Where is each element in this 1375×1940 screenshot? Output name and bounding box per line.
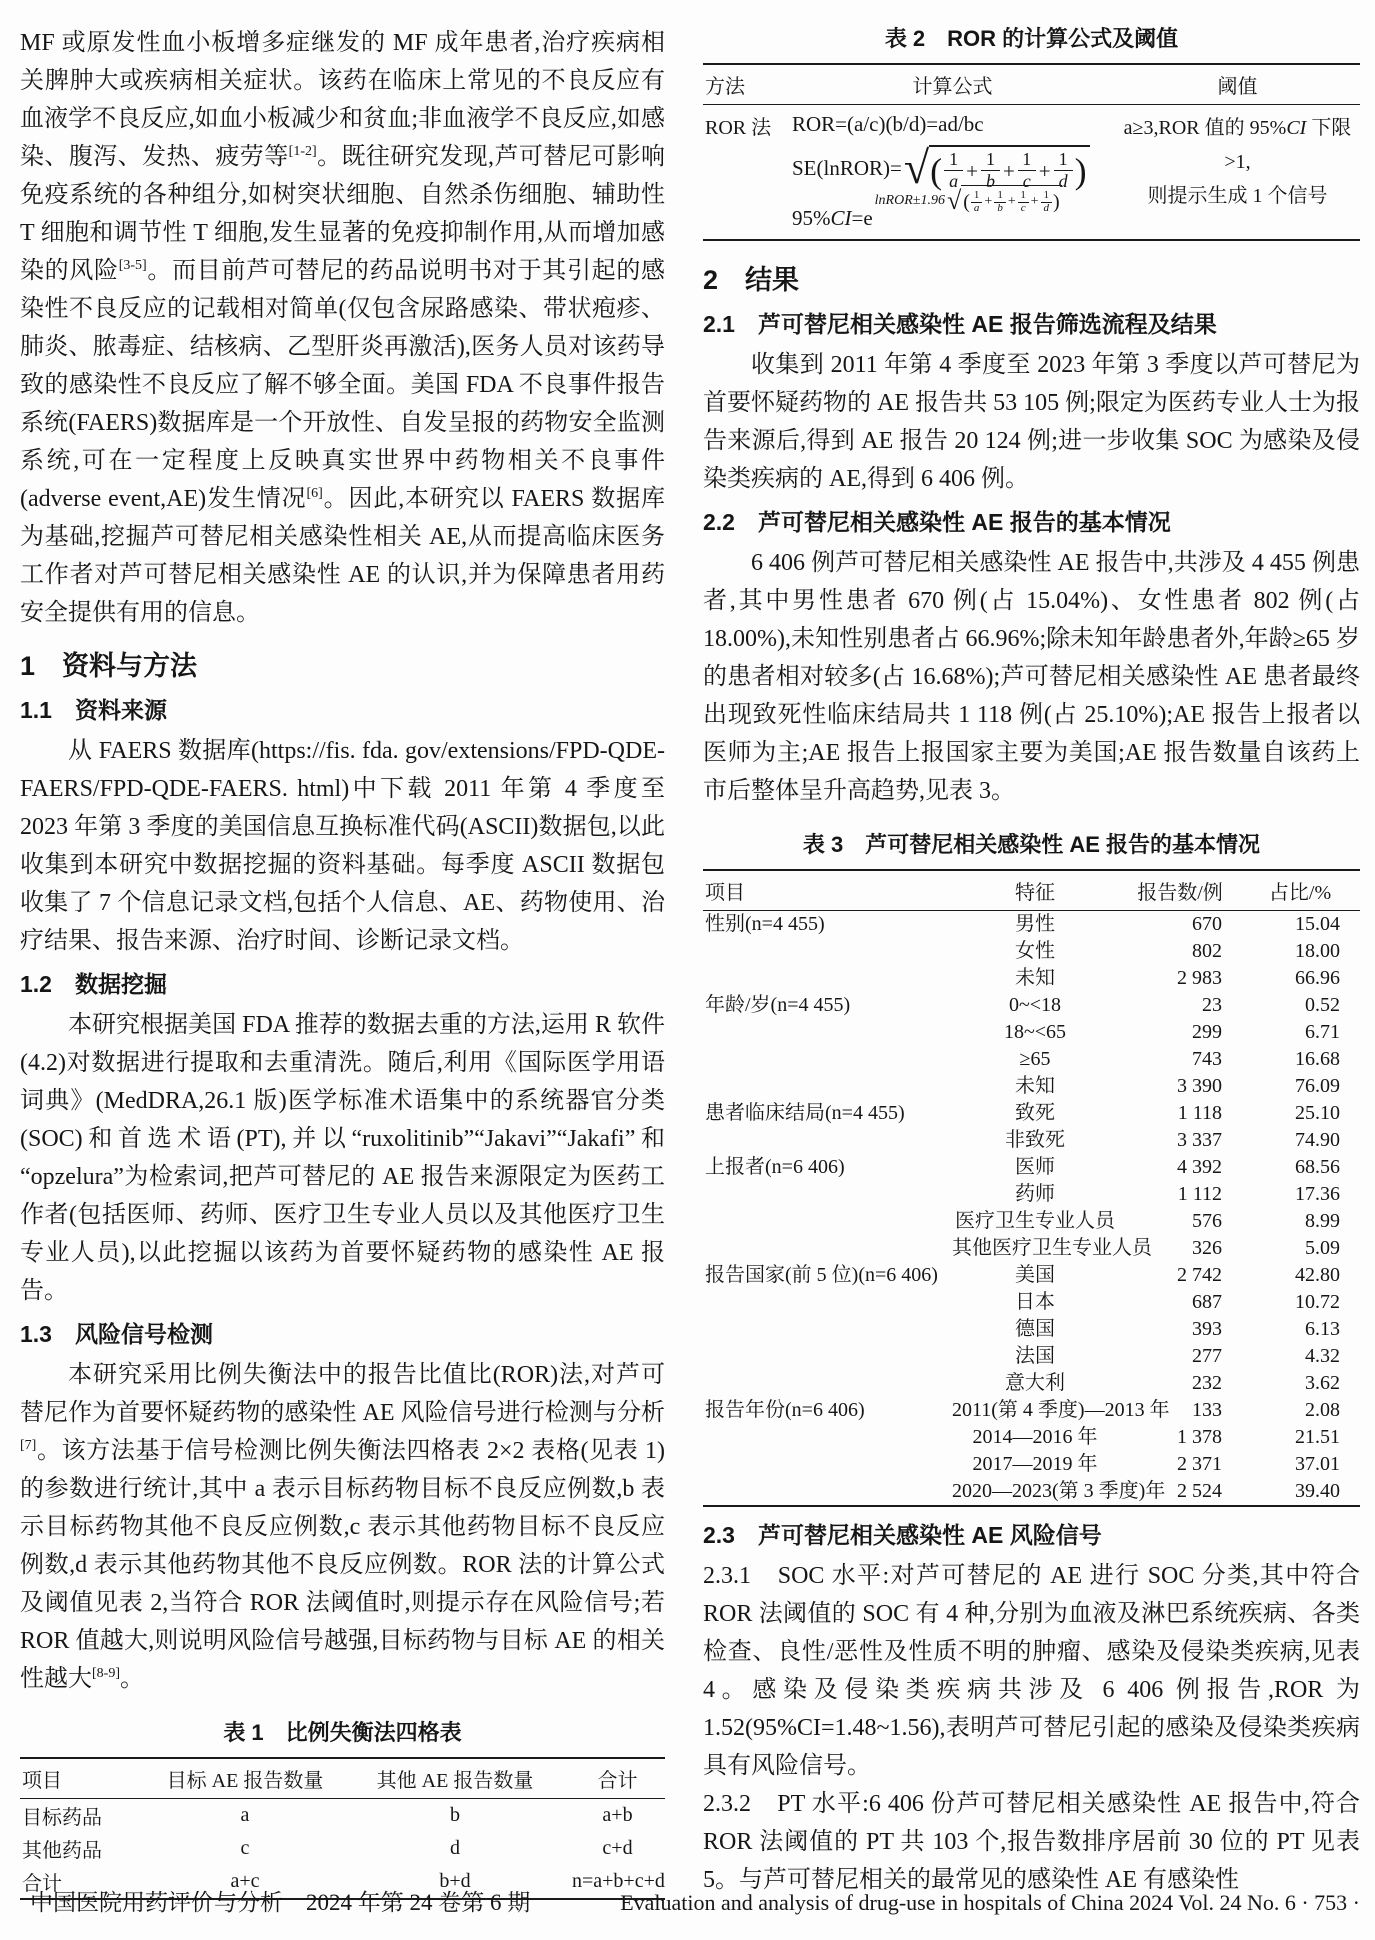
- section-2-heading: 2 结果: [703, 265, 800, 295]
- table-row: 2020—2023(第 3 季度)年 2 524 39.40: [952, 1480, 1340, 1502]
- table-row: 报告年份(n=6 406) 2011(第 4 季度)—2013 年 133 2.08: [705, 1399, 1340, 1421]
- table-row: 法国 277 4.32: [1015, 1345, 1340, 1367]
- fraction: $\frac{1}{d}$: [1054, 150, 1073, 191]
- table-row: 其他药品 c d c+d: [22, 1837, 633, 1862]
- section-1-1-heading: 1.1 资料来源: [20, 697, 167, 723]
- fraction-sum-small: $\frac{1}{a}$ + $\frac{1}{b}$ + $\frac{1}{c}$ + $\frac{1}{d}$: [970, 187, 1053, 217]
- table-row: 报告国家(前 5 位)(n=6 406) 美国 2 742 42.80: [705, 1264, 1340, 1286]
- table1-body: [20, 1799, 665, 1900]
- section-2-2-heading: 2.2 芦可替尼相关感染性 AE 报告的基本情况: [703, 509, 1171, 535]
- table-row: 未知 3 390 76.09: [1015, 1075, 1340, 1097]
- table1-col-item: 项目: [20, 1758, 150, 1799]
- fraction-sum: $\frac{1}{a}$ + $\frac{1}{b}$ + $\frac{1}{c}$ + $\frac{1}{d}$: [942, 150, 1075, 191]
- section-2-3-2-paragraph: 2.3.2 PT 水平:6 406 份芦可替尼相关感染性 AE 报告中,符合 ROR 法阈值的 PT 共 103 个,报告数排序居前 30 位的 PT 见表 5。与芦可替尼相关的最常见的感染性 AE 有感染性: [703, 1791, 1360, 1893]
- table3-title: 表 3 芦可替尼相关感染性 AE 报告的基本情况: [802, 832, 1261, 857]
- page-footer: [30, 1888, 1360, 1918]
- sqrt-radical-small: √ ( $\frac{1}{a}$ + $\frac{1}{b}$ + $\frac{1}{c}$ + $\frac{1}{d}$ ): [946, 186, 1060, 215]
- table-row: ≥65 743 16.68: [1019, 1048, 1340, 1070]
- right-column: [703, 8, 1360, 1899]
- table-row: 女性 802 18.00: [1015, 940, 1340, 962]
- section-1-1-paragraph: 从 FAERS 数据库(https://fis. fda. gov/extensions/FPD-QDE-FAERS/FPD-QDE-FAERS. html)中下载 2011 年第 4 季度至 2023 年第 3 季度的美国信息互换标准代码(ASCII)数据包,以此收集到本研究中数据挖掘的资料基础。每季度 ASCII 数据包收集了 7 个信息记录文档,包括个人信息、AE、药物使用、治疗结果、报告来源、治疗时间、诊断记录文档。: [20, 738, 665, 954]
- table2-row-ror: [703, 105, 1360, 241]
- table2-ror-formula: [703, 63, 1360, 241]
- ror-method-label: ROR 法: [705, 117, 772, 139]
- footer-journal-cn: 中国医院用药评价与分析 2024 年第 24 卷第 6 期: [30, 1890, 531, 1915]
- fraction: $\frac{1}{c}$: [1018, 190, 1029, 214]
- table-row: 2014—2016 年 1 378 21.51: [972, 1426, 1340, 1448]
- table1-col-total: 合计: [570, 1758, 665, 1799]
- fraction: $\frac{1}{b}$: [981, 150, 1000, 191]
- table-row: 合计 a+c b+d n=a+b+c+d: [22, 1870, 665, 1895]
- table-row: 日本 687 10.72: [1015, 1291, 1340, 1313]
- table1-title: 表 1 比例失衡法四格表: [223, 1720, 462, 1745]
- section-2-3-1-paragraph: 2.3.1 SOC 水平:对芦可替尼的 AE 进行 SOC 分类,其中符合 ROR 法阈值的 SOC 有 4 种,分别为血液及淋巴系统疾病、各类检查、良性/恶性及性质不明的肿瘤、感染及侵染类疾病,见表 4。感染及侵染类疾病共涉及 6 406 例报告,ROR 为 1.52(95%CI=1.48~1.56),表明芦可替尼引起的感染及侵染类疾病具有风险信号。: [703, 1563, 1360, 1779]
- table-row: 非致死 3 337 74.90: [1005, 1129, 1340, 1151]
- ror-formula-cell: [790, 105, 1115, 241]
- table-row: 2017—2019 年 2 371 37.01: [972, 1453, 1340, 1475]
- section-2-3-heading: 2.3 芦可替尼相关感染性 AE 风险信号: [703, 1522, 1102, 1548]
- citation-ref: [8-9]: [92, 1666, 120, 1681]
- table3-col-count: 报告数/例: [1120, 870, 1240, 911]
- table2-title: 表 2 ROR 的计算公式及阈值: [884, 26, 1179, 51]
- section-2-2-paragraph: 6 406 例芦可替尼相关感染性 AE 报告中,共涉及 4 455 例患者,其中男性患者 670 例(占 15.04%)、女性患者 802 例(占 18.00%),未知性别患者占 66.96%;除未知年龄患者外,年龄≥65 岁的患者相对较多(占 16.68%);芦可替尼相关感染性 AE 患者最终出现致死性临床结局共 1 118 例(占 25.10%);AE 报告上报者以医师为主;AE 报告上报国家主要为美国;AE 报告数量自该药上市后整体呈升高趋势,见表 3。: [703, 550, 1360, 804]
- citation-ref: [1-2]: [288, 144, 317, 159]
- fraction: $\frac{1}{c}$: [1018, 150, 1036, 191]
- footer-journal-en: Evaluation and analysis of drug-use in hospitals of China 2024 Vol. 24 No. 6 · 753 ·: [620, 1890, 1360, 1915]
- table1-header-row: [20, 1758, 665, 1799]
- table3-col-item: 项目: [703, 870, 950, 911]
- ror-formula: ROR=(a/c)(b/d)=ad/bc: [792, 112, 984, 136]
- table-row: 意大利 232 3.62: [1005, 1372, 1340, 1394]
- table3-basic-info: [703, 869, 1360, 1507]
- table-row: 其他医疗卫生专业人员 326 5.09: [952, 1237, 1340, 1259]
- section-2-1-heading: 2.1 芦可替尼相关感染性 AE 报告筛选流程及结果: [703, 311, 1217, 337]
- citation-ref: [6]: [306, 486, 323, 501]
- table3-header-row: [703, 870, 1360, 911]
- ci-formula: 95%CI=e lnROR±1.96 √ ( $\frac{1}{a}$ + $\frac{1}{b}$ + $\frac{1}{c}$ + $\frac{1}{d}$ ): [792, 186, 1060, 230]
- table3-col-feature: 特征: [950, 870, 1120, 911]
- table2-col-formula: 计算公式: [790, 64, 1115, 105]
- citation-ref: [7]: [20, 1438, 37, 1453]
- fraction: $\frac{1}{a}$: [944, 150, 963, 191]
- se-formula: SE(lnROR)= √ ( $\frac{1}{a}$ + $\frac{1}{b}$ + $\frac{1}{c}$ + $\frac{1}{d}$ ): [792, 145, 1115, 191]
- table1-col-other-ae: 其他 AE 报告数量: [340, 1758, 570, 1799]
- table2-col-method: 方法: [703, 64, 790, 105]
- section-2-1-paragraph: 收集到 2011 年第 4 季度至 2023 年第 3 季度以芦可替尼为首要怀疑药物的 AE 报告共 53 105 例;限定为医药专业人士为报告来源后,得到 AE 报告 20 124 例;进一步收集 SOC 为感染及侵染类疾病的 AE,得到 6 406 例。: [703, 352, 1360, 492]
- table2-header-row: [703, 64, 1360, 105]
- table1-col-target-ae: 目标 AE 报告数量: [150, 1758, 340, 1799]
- table-row: 未知 2 983 66.96: [1015, 967, 1340, 989]
- section-1-3-heading: 1.3 风险信号检测: [20, 1321, 213, 1347]
- table-row: 医疗卫生专业人员 576 8.99: [955, 1210, 1340, 1232]
- fraction: $\frac{1}{b}$: [994, 190, 1006, 214]
- sqrt-radical: √ ( $\frac{1}{a}$ + $\frac{1}{b}$ + $\frac{1}{c}$ + $\frac{1}{d}$ ): [904, 145, 1090, 191]
- table3-col-percent: 占比/%: [1240, 870, 1360, 911]
- left-column: [20, 24, 665, 1900]
- table-row: 18~<65 299 6.71: [1003, 1021, 1340, 1043]
- ror-threshold-cell: a≥3,ROR 值的 95%CI 下限>1, 则提示生成 1 个信号: [1123, 117, 1352, 207]
- table-row: 年龄/岁(n=4 455) 0~<18 23 0.52: [705, 994, 1340, 1016]
- table2-col-threshold: 阈值: [1115, 64, 1360, 105]
- table-row: 上报者(n=6 406) 医师 4 392 68.56: [705, 1156, 1340, 1178]
- fraction: $\frac{1}{d}$: [1041, 190, 1053, 214]
- section-1-3-paragraph: 本研究采用比例失衡法中的报告比值比(ROR)法,对芦可替尼作为首要怀疑药物的感染性 AE 风险信号进行检测与分析[7]。该方法基于信号检测比例失衡法四格表 2×2 表格(见表 1)的参数进行统计,其中 a 表示目标药物目标不良反应例数,b 表示目标药物其他不良反应例数,c 表示其他药物目标不良反应例数,d 表示其他药物其他不良反应例数。ROR 法的计算公式及阈值见表 2,当符合 ROR 法阈值时,则提示存在风险信号;若 ROR 值越大,则说明风险信号越强,目标药物与目标 AE 的相关性越大[8-9]。: [20, 1362, 665, 1692]
- table-row: 药师 1 112 17.36: [1015, 1183, 1340, 1205]
- section-1-2-heading: 1.2 数据挖掘: [20, 971, 167, 997]
- table1-fourfold: [20, 1757, 665, 1900]
- intro-paragraph: MF 或原发性血小板增多症继发的 MF 成年患者,治疗疾病相关脾肿大或疾病相关症状。该药在临床上常见的不良反应有血液学不良反应,如血小板减少和贫血;非血液学不良反应,如感染、腹泻、发热、疲劳等[1-2]。既往研究发现,芦可替尼可影响免疫系统的各种组分,如树突状细胞、自然杀伤细胞、辅助性 T 细胞和调节性 T 细胞,发生显著的免疫抑制作用,从而增加感染的风险[3-5]。而目前芦可替尼的药品说明书对于其引起的感染性不良反应的记载相对简单(仅包含尿路感染、带状疱疹、肺炎、脓毒症、结核病、乙型肝炎再激活),医务人员对该药导致的感染性不良反应了解不够全面。美国 FDA 不良事件报告系统(FAERS)数据库是一个开放性、自发呈报的药物安全监测系统,可在一定程度上反映真实世界中药物相关不良事件(adverse event,AE)发生情况[6]。因此,本研究以 FAERS 数据库为基础,挖掘芦可替尼相关感染性相关 AE,从而提高临床医务工作者对芦可替尼相关感染性 AE 的认识,并为保障患者用药安全提供有用的信息。: [20, 30, 666, 626]
- table-row: 目标药品 a b a+b: [22, 1804, 633, 1829]
- section-1-2-paragraph: 本研究根据美国 FDA 推荐的数据去重的方法,运用 R 软件(4.2)对数据进行提取和去重清洗。随后,利用《国际医学用语词典》(MedDRA,26.1 版)医学标准术语集中的系统器官分类(SOC)和首选术语(PT),并以“ruxolitinib”“Jakavi”“Jakafi”和“opzelura”为检索词,把芦可替尼的 AE 报告来源限定为医药工作者(包括医师、药师、医疗卫生专业人员以及其他医疗卫生专业人员),以此挖掘以该药为首要怀疑药物的感染性 AE 报告。: [20, 1012, 665, 1304]
- section-1-heading: 1 资料与方法: [20, 651, 198, 681]
- table-row: 患者临床结局(n=4 455) 致死 1 118 25.10: [705, 1102, 1340, 1124]
- fraction: $\frac{1}{a}$: [971, 190, 983, 214]
- exponent: lnROR±1.96 √ ( $\frac{1}{a}$ + $\frac{1}{b}$ + $\frac{1}{c}$ + $\frac{1}{d}$ ): [874, 186, 1060, 215]
- table-row: 性别(n=4 455) 男性 670 15.04: [705, 913, 1340, 935]
- citation-ref: [3-5]: [118, 258, 147, 273]
- table-row: 德国 393 6.13: [1015, 1318, 1340, 1340]
- table3-body: [703, 911, 1360, 1507]
